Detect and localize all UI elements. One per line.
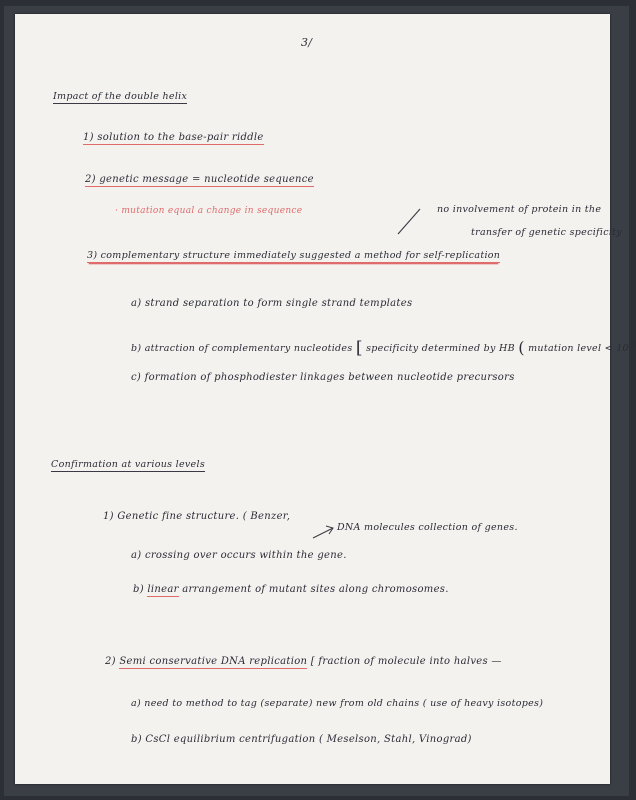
sub-phosphodiester: c) formation of phosphodiester linkages between nucleotide precursors: [131, 372, 515, 383]
specificity-text: specificity determined by HB: [366, 343, 515, 354]
section-heading-impact: Impact of the double helix: [53, 91, 188, 102]
side-note-line-1: no involvement of protein in the: [437, 204, 602, 215]
item-fine-structure: 1) Genetic fine structure. ( Benzer,: [103, 511, 291, 522]
item-base-pair-riddle: [83, 132, 264, 143]
linear-underlined: linear: [147, 584, 179, 595]
annotation-strokes: [15, 14, 610, 784]
dna-genes-note: DNA molecules collection of genes.: [337, 522, 518, 533]
linear-prefix: b): [133, 584, 144, 595]
attraction-bracket: [: [355, 338, 363, 358]
sub-strand-separation: a) strand separation to form single strand templates: [131, 298, 413, 309]
sub-cscl-centrifugation: b) CsCl equilibrium centrifugation ( Meselson, Stahl, Vinograd): [131, 734, 472, 745]
mutation-level-exponent: -6: [628, 340, 636, 349]
semi-conservative-rest: [ fraction of molecule into halves —: [310, 656, 502, 667]
section-heading-confirmation: Confirmation at various levels: [51, 459, 205, 470]
manuscript-page: [15, 14, 636, 784]
base-pair-riddle-text: 1) solution to the base-pair riddle: [83, 132, 264, 143]
page-number: 3/: [301, 36, 313, 49]
genetic-message-text: 2) genetic message = nucleotide sequence: [85, 174, 314, 185]
item-genetic-message: [85, 174, 314, 185]
sub-complementary-attraction: [131, 336, 636, 356]
item-self-replication: [87, 250, 500, 261]
sub-linear-arrangement: [133, 584, 449, 595]
side-note-pointer-line: [398, 209, 420, 234]
mutation-level-text: mutation level < 10: [528, 343, 629, 354]
mutation-note: · mutation equal a change in sequence: [115, 206, 303, 216]
self-replication-text: 3) complementary structure immediately suggested a method for self-replication: [87, 250, 501, 261]
semi-conservative-underlined: Semi conservative DNA replication: [119, 656, 308, 667]
attraction-text: b) attraction of complementary nucleotides: [131, 343, 353, 354]
linear-rest: arrangement of mutant sites along chromosomes.: [182, 584, 449, 595]
sub-crossing-over: a) crossing over occurs within the gene.: [131, 550, 347, 561]
sub-tag-chains: a) need to method to tag (separate) new from old chains ( use of heavy isotopes): [131, 698, 544, 709]
mutation-paren: (: [518, 338, 525, 357]
semi-conservative-prefix: 2): [105, 656, 116, 667]
item-semi-conservative: [105, 656, 502, 667]
side-note-line-2: transfer of genetic specificity: [471, 227, 622, 238]
